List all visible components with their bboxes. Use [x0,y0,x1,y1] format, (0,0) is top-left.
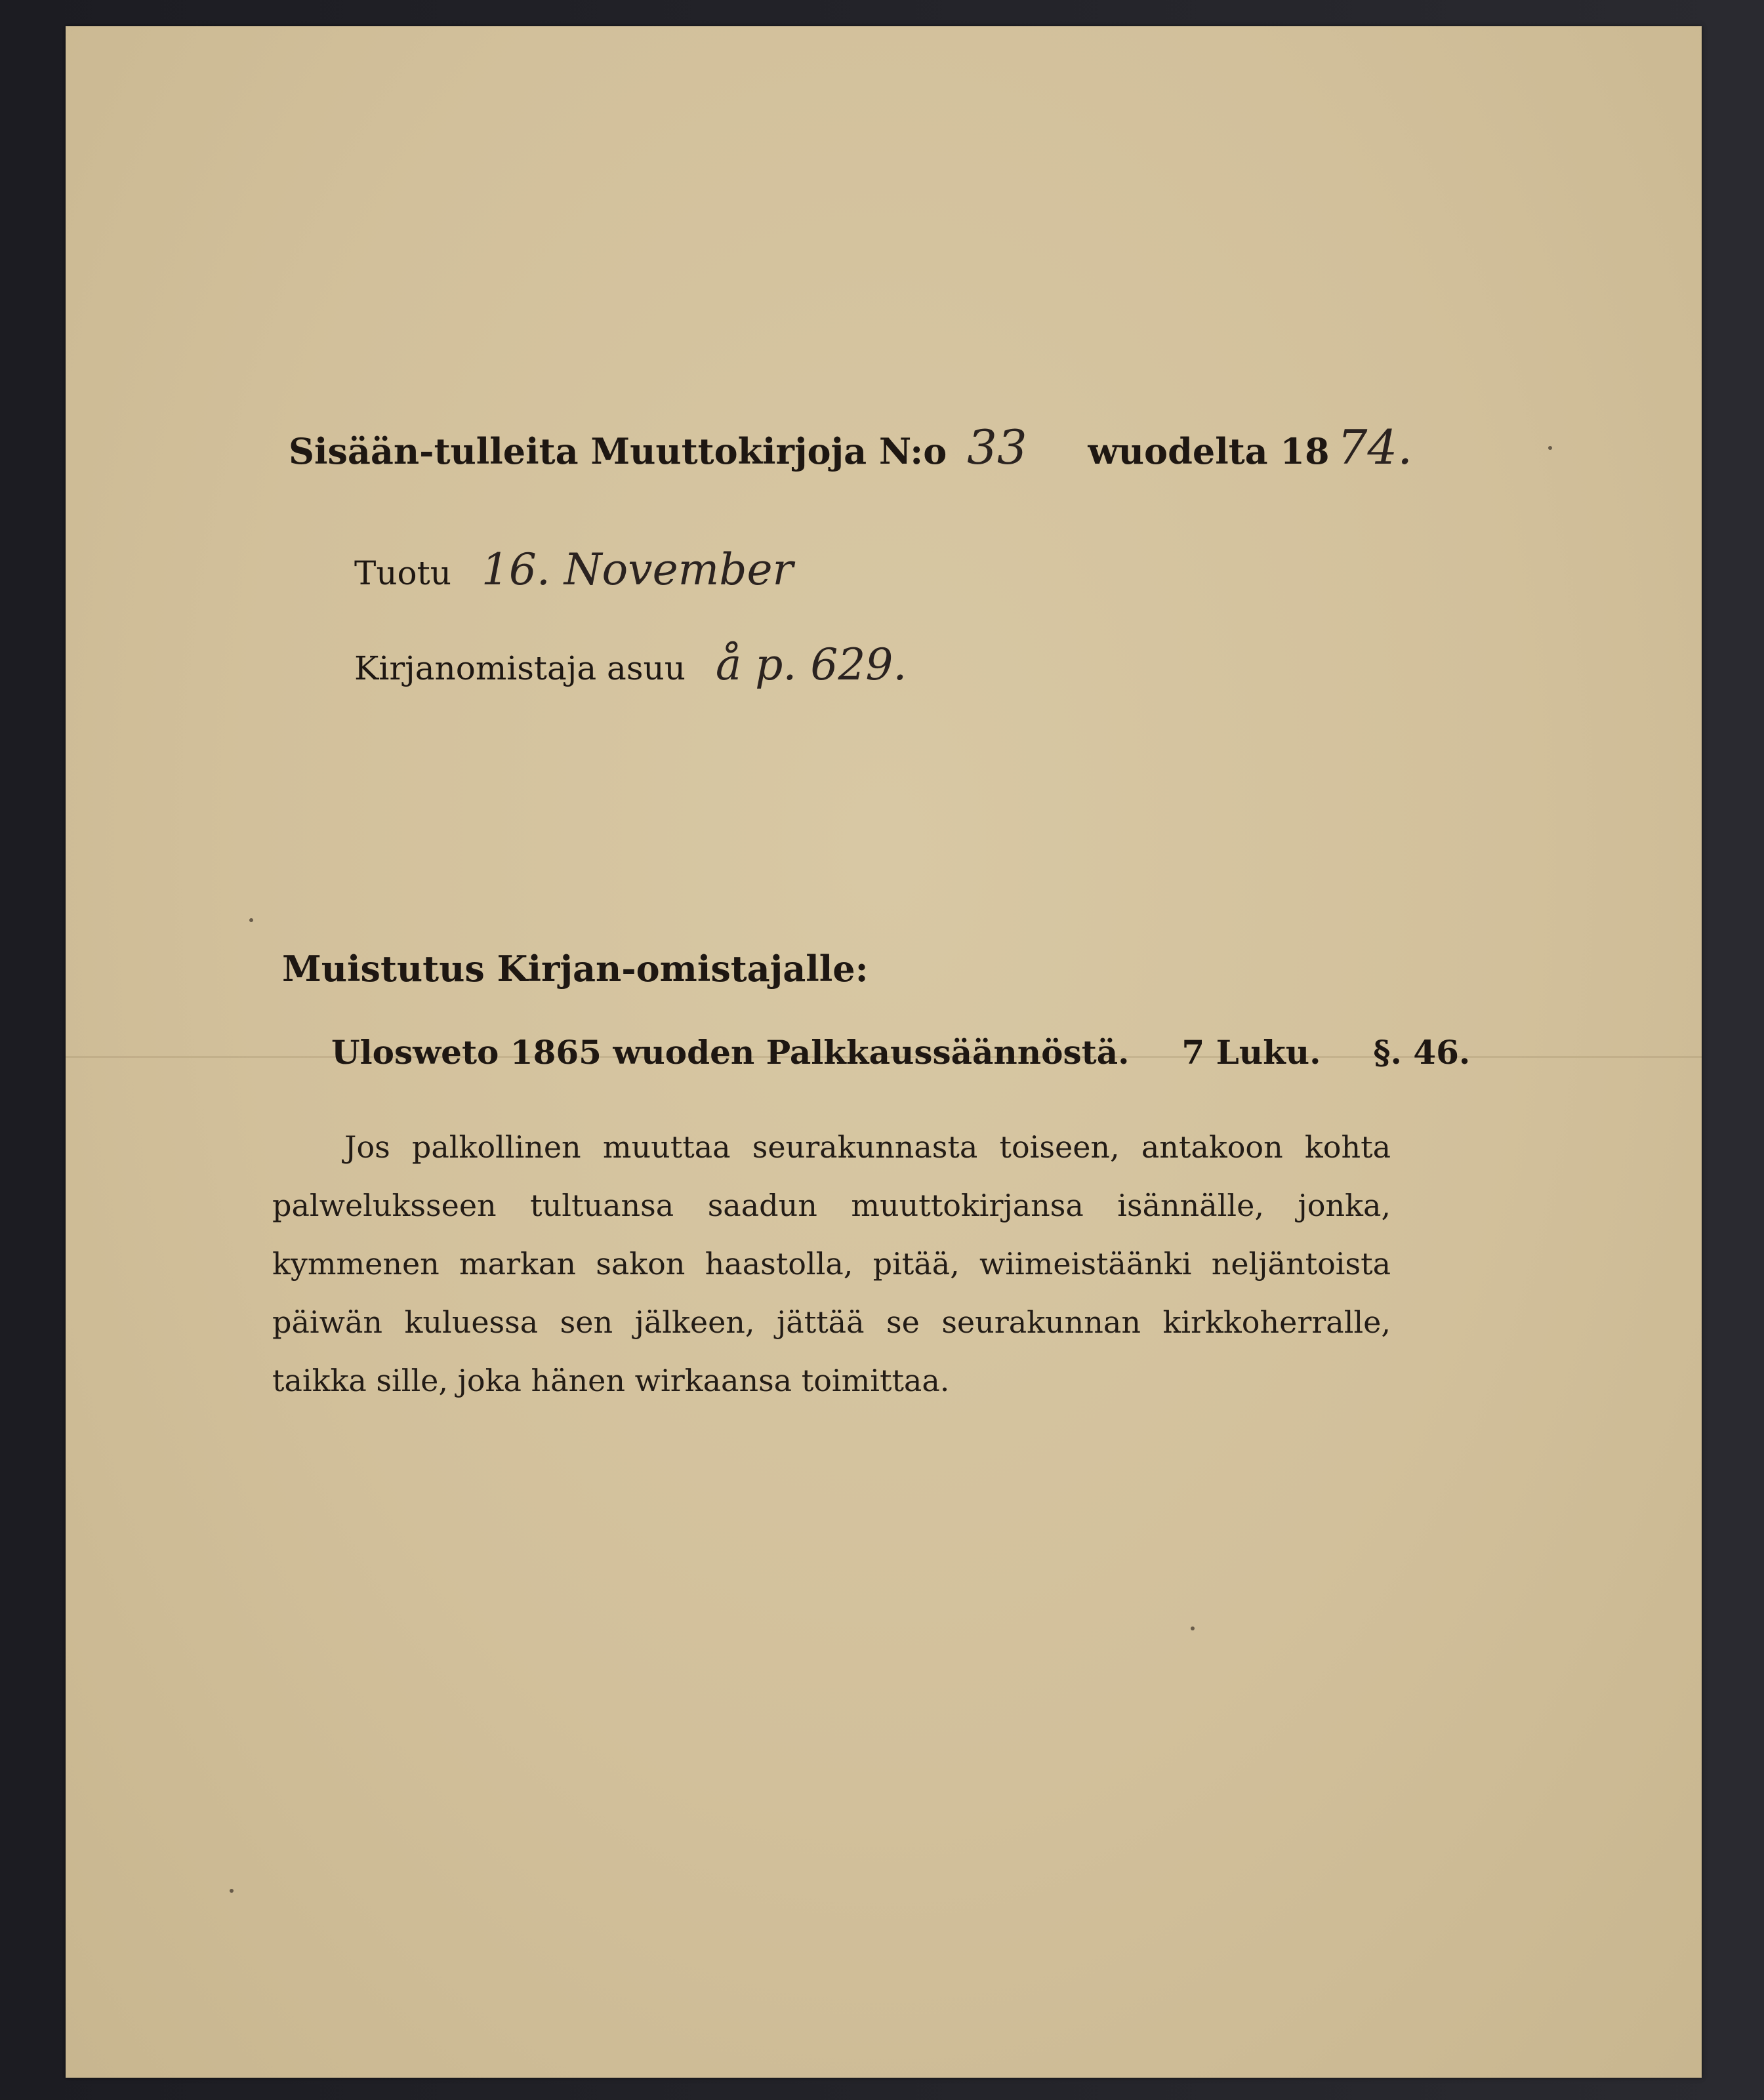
owner-label: Kirjanomistaja asuu [354,649,686,687]
notice-chapter: 7 Luku. [1181,1033,1321,1072]
owner-field [354,639,907,690]
form-year-handwritten: 74. [1337,420,1413,475]
notice-heading: Muistutus Kirjan-omistajalle: [282,948,869,990]
received-value-handwritten: 16. November [481,544,794,595]
notice-body: Jos palkollinen muuttaa seurakunnasta toiseen, antakoon kohta palweluksseen tultuansa saadun muuttokirjansa isännälle, jonka, kymmenen markan sakon haastolla, pitää, wiimeistäänki neljäntoista päiwän kuluessa sen jälkeen, jättää se seurakunnan kirkkoherralle, taikka sille, joka hänen wirkaansa toimittaa. [272,1129,1391,1398]
paper-speck [249,918,253,922]
form-year-label: wuodelta 18 [1088,430,1330,472]
notice-section: §. 46. [1373,1033,1471,1072]
received-label: Tuotu [354,554,451,592]
paper-speck [1548,446,1552,450]
notice-source-title: Ulosweto 1865 wuoden Palkkaussäännöstä. [331,1033,1130,1072]
form-number-handwritten: 33 [967,420,1027,475]
received-field [354,544,793,595]
form-title [289,420,1469,475]
paper-speck [230,1889,234,1893]
form-title-prefix: Sisään-tulleita Muuttokirjoja N:o [289,430,947,472]
paper-speck [1191,1626,1195,1630]
owner-value-handwritten: å p. 629. [715,639,907,690]
show-through-print [348,223,1528,302]
notice-source [331,1033,1470,1072]
